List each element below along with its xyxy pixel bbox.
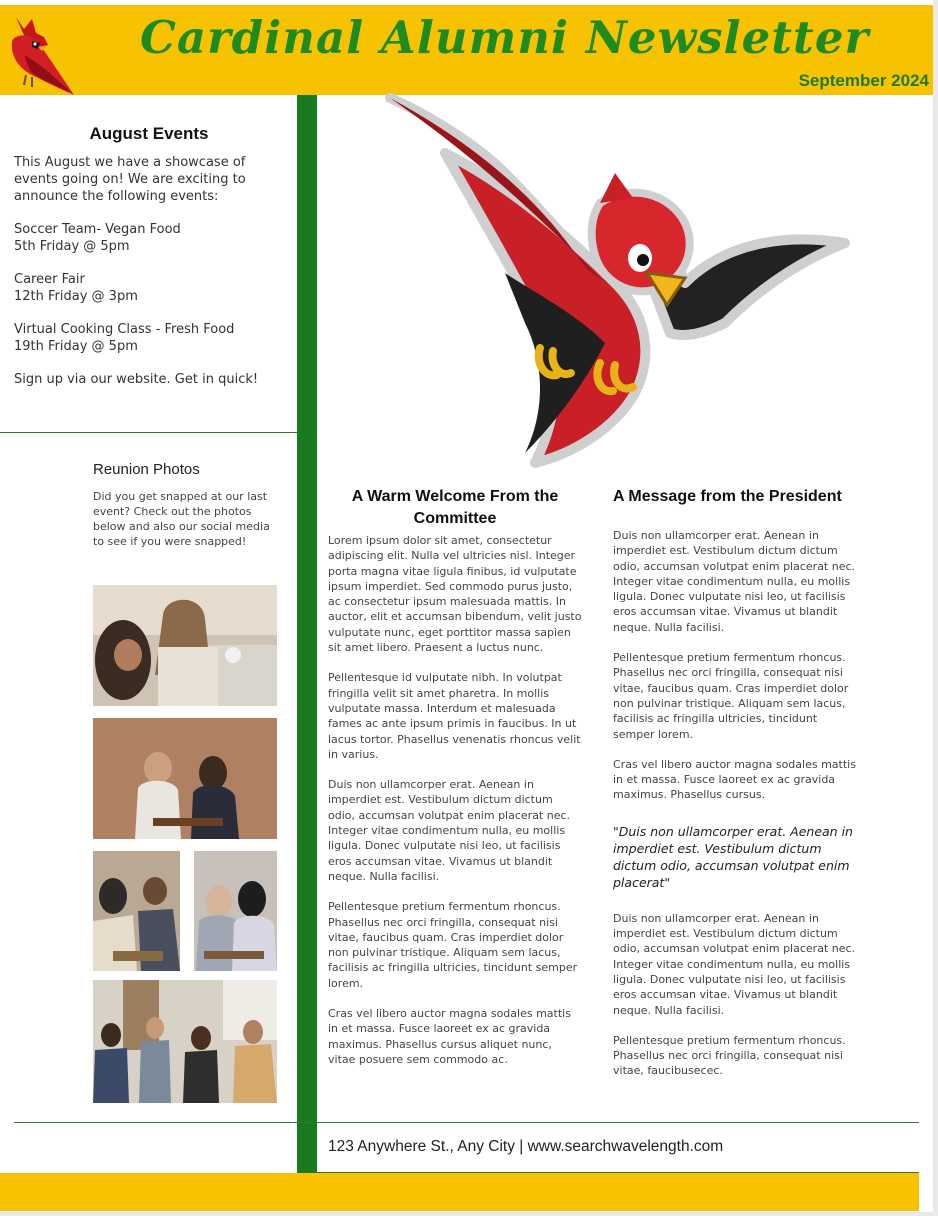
article-paragraph: Pellentesque pretium fermentum rhoncus. Phasellus nec orci fringilla, consequat nisi vitae, faucibusecec. — [613, 1033, 846, 1078]
event-item — [14, 221, 284, 255]
event-item — [14, 271, 284, 305]
newsletter-title: Cardinal Alumni Newsletter — [140, 11, 870, 64]
event-item — [14, 321, 284, 355]
cardinal-mascot-icon — [385, 93, 855, 471]
footer-address: 123 Anywhere St., Any City | www.searchwavelength.com — [328, 1138, 724, 1155]
reunion-photo — [93, 585, 277, 706]
event-time: 12th Friday @ 3pm — [14, 289, 138, 304]
sidebar-divider — [0, 432, 297, 433]
article-paragraph: Pellentesque pretium fermentum rhoncus. Phasellus nec orci fringilla, consequat nisi vitae, faucibus quam. Cras imperdiet dolor non pulvinar tristique. Aliquam sem lacus, facilisis ac fringilla ultricies, tincidunt semper lorem. — [613, 651, 849, 741]
reunion-photo — [93, 980, 277, 1103]
event-name: Career Fair — [14, 272, 85, 287]
welcome-article — [328, 486, 582, 1082]
events-signup: Sign up via our website. Get in quick! — [14, 372, 259, 387]
august-events-section — [14, 125, 284, 404]
footer-banner — [0, 1173, 919, 1211]
header-banner — [0, 5, 933, 95]
reunion-photo — [93, 851, 180, 971]
reunion-text: Did you get snapped at our last event? Check out the photos below and also our social media to see if you were snapped! — [93, 490, 270, 548]
article-paragraph: Lorem ipsum dolor sit amet, consectetur adipiscing elit. Nulla vel ultricies nisl. Integer porta magna vitae ligula finibus, id vulputate ipsum imperdiet. Sed commodo purus justo, ac consectetur ipsum malesuada mattis. In auctor, elit et accumsan bibendum, velit justo vulputate nunc, eget porttitor massa sapien sit amet libero. Praesent a luctus nunc. — [328, 534, 582, 655]
article-paragraph: Cras vel libero auctor magna sodales mattis in et massa. Fusce laoreet ex ac gravida maximus. Phasellus cursus. — [613, 757, 856, 802]
vertical-divider — [297, 95, 317, 1173]
article-paragraph: Duis non ullamcorper erat. Aenean in imperdiet est. Vestibulum dictum dictum odio, accumsan volutpat enim placerat nec. Integer vitae condimentum nulla, eu mollis ligula. Donec vulputate nisi leo, ut facilisis eros accumsan vitae. Vivamus ut blandit neque. Nulla facilisi. — [613, 529, 856, 634]
event-time: 5th Friday @ 5pm — [14, 239, 130, 254]
welcome-heading: A Warm Welcome From the Committee — [351, 488, 559, 527]
event-time: 19th Friday @ 5pm — [14, 339, 138, 354]
article-paragraph: Pellentesque id vulputate nibh. In volutpat fringilla velit sit amet pharetra. In mollis vulputate massa. Interdum et malesuada fames ac ante ipsum primis in faucibus. In ut lacus tortor. Phasellus venenatis rhoncus velit in varius. — [328, 671, 581, 761]
cardinal-bird-icon — [2, 11, 76, 97]
events-heading: August Events — [89, 124, 209, 143]
event-name: Virtual Cooking Class - Fresh Food — [14, 322, 235, 337]
president-message — [613, 486, 859, 1094]
article-paragraph: Pellentesque pretium fermentum rhoncus. Phasellus nec orci fringilla, consequat nisi vitae, faucibus quam. Cras imperdiet dolor non pulvinar tristique. Aliquam sem lacus, facilisis ac fringilla ultricies, tincidunt semper lorem. — [328, 900, 578, 990]
reunion-photos-section — [93, 461, 283, 549]
article-paragraph: Duis non ullamcorper erat. Aenean in imperdiet est. Vestibulum dictum dictum odio, accumsan volutpat enim placerat nec. Integer vitae condimentum nulla, eu mollis ligula. Donec vulputate nisi leo, ut facilisis eros accumsan vitae. Vivamus ut blandit neque. Nulla facilisi. — [328, 778, 571, 883]
event-name: Soccer Team- Vegan Food — [14, 222, 181, 237]
president-heading: A Message from the President — [613, 488, 842, 505]
article-paragraph: Duis non ullamcorper erat. Aenean in imperdiet est. Vestibulum dictum dictum odio, accumsan volutpat enim placerat nec. Integer vitae condimentum nulla, eu mollis ligula. Donec vulputate nisi leo, ut facilisis eros accumsan vitae. Vivamus ut blandit neque. Nulla facilisi. — [613, 911, 856, 1017]
reunion-photo — [93, 718, 277, 839]
reunion-photo — [194, 851, 277, 971]
events-intro: This August we have a showcase of events going on! We are exciting to announce the following events: — [14, 155, 246, 204]
footer-rule-top — [14, 1122, 919, 1123]
pull-quote: "Duis non ullamcorper erat. Aenean in imperdiet est. Vestibulum dictum dictum odio, accumsan volutpat enim placerat" — [613, 823, 853, 890]
article-paragraph: Cras vel libero auctor magna sodales mattis in et massa. Fusce laoreet ex ac gravida maximus. Phasellus cursus aliquet nunc, vitae posuere sem commodo ac. — [328, 1007, 571, 1066]
issue-date: September 2024 — [798, 71, 929, 90]
reunion-heading: Reunion Photos — [93, 461, 200, 478]
